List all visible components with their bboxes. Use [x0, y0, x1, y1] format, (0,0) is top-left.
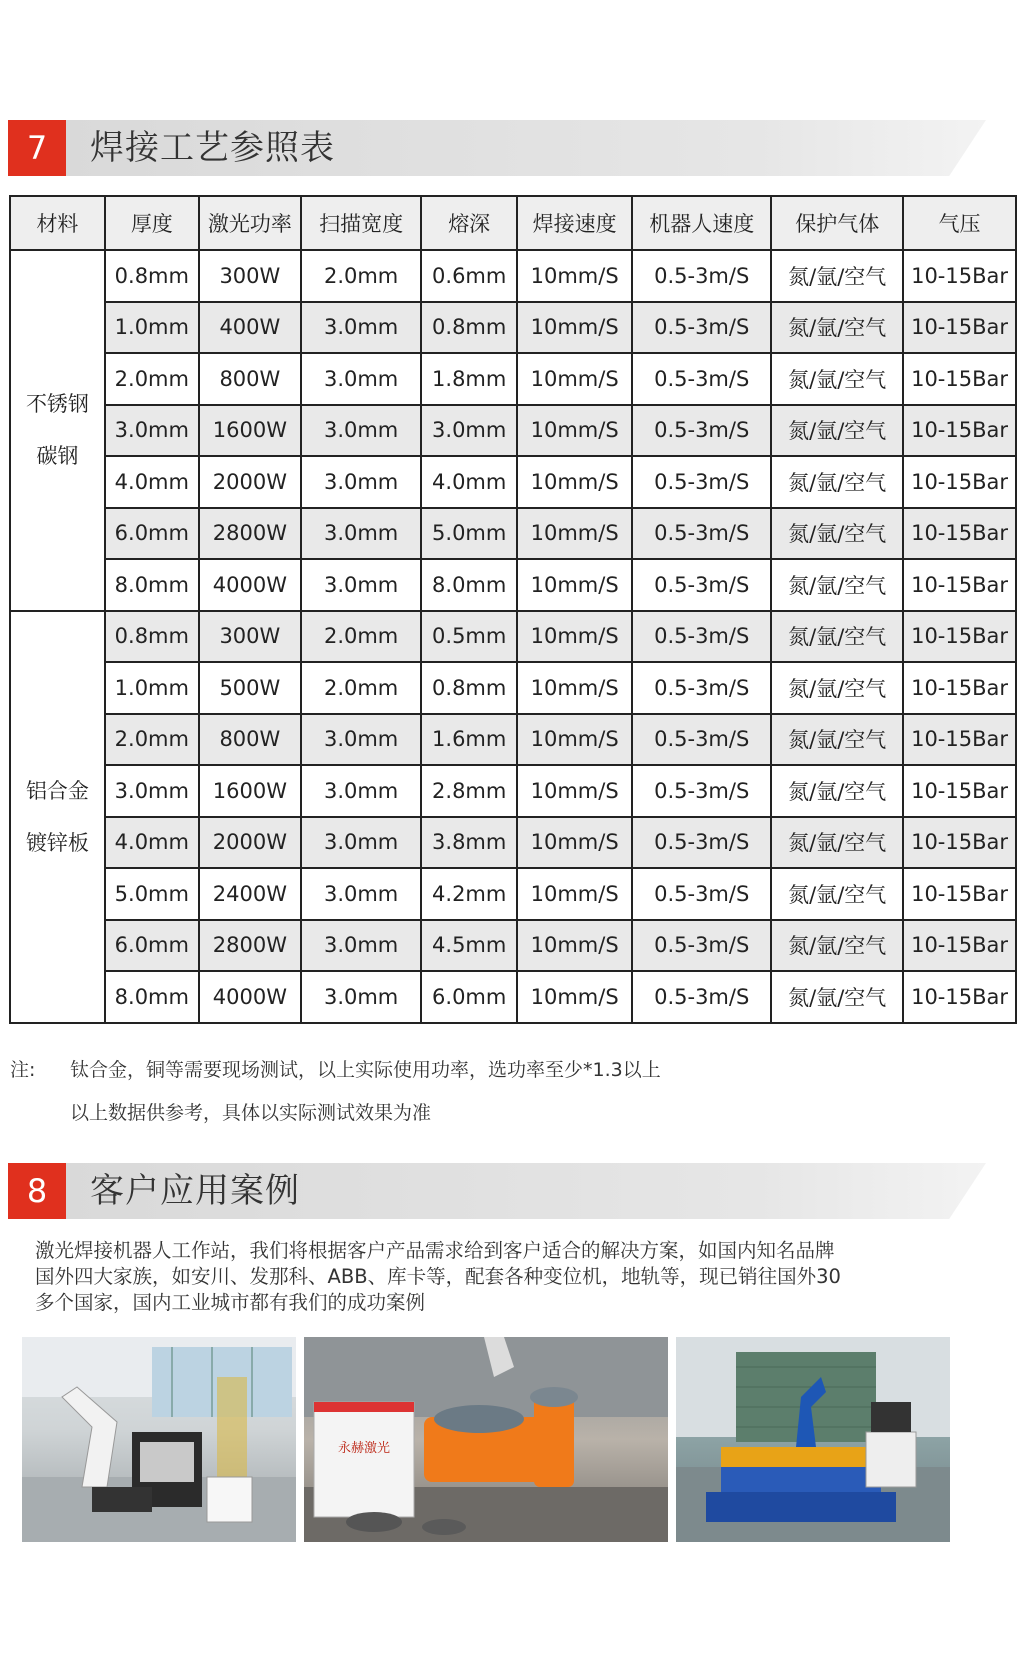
- cell-penetration: 2.8mm: [421, 765, 517, 817]
- section-title: 客户应用案例: [90, 1171, 300, 1211]
- case-photo-positioner: [304, 1337, 668, 1542]
- cell-laser-power: 800W: [199, 353, 301, 405]
- cell-laser-power: 2800W: [199, 508, 301, 560]
- cell-weld-speed: 10mm/S: [517, 765, 632, 817]
- table-header-row: [10, 196, 1016, 250]
- cell-pressure: 10-15Bar: [903, 456, 1016, 508]
- table-row: [10, 662, 1016, 714]
- intro-line-1: 激光焊接机器人工作站，我们将根据客户产品需求给到客户适合的解决方案，如国内知名品牌: [35, 1239, 835, 1262]
- cell-scan-width: 3.0mm: [301, 405, 421, 457]
- cell-laser-power: 300W: [199, 611, 301, 663]
- cell-robot-speed: 0.5-3m/S: [632, 250, 771, 302]
- cell-weld-speed: 10mm/S: [517, 817, 632, 869]
- cell-pressure: 10-15Bar: [903, 405, 1016, 457]
- header-laser-power: 激光功率: [199, 196, 301, 250]
- table-row: [10, 817, 1016, 869]
- cell-penetration: 0.6mm: [421, 250, 517, 302]
- header-shield-gas: 保护气体: [771, 196, 903, 250]
- section-7-header: [8, 120, 988, 176]
- header-pressure: 气压: [903, 196, 1016, 250]
- cell-scan-width: 2.0mm: [301, 250, 421, 302]
- cell-scan-width: 3.0mm: [301, 353, 421, 405]
- cell-thickness: 3.0mm: [105, 405, 199, 457]
- cell-shield-gas: 氮/氩/空气: [771, 765, 903, 817]
- cell-shield-gas: 氮/氩/空气: [771, 353, 903, 405]
- cell-robot-speed: 0.5-3m/S: [632, 662, 771, 714]
- cell-scan-width: 3.0mm: [301, 971, 421, 1023]
- case-intro-paragraph: [35, 1238, 965, 1316]
- table-row: [10, 714, 1016, 766]
- cell-thickness: 0.8mm: [105, 611, 199, 663]
- cell-laser-power: 2400W: [199, 868, 301, 920]
- cell-robot-speed: 0.5-3m/S: [632, 611, 771, 663]
- cell-shield-gas: 氮/氩/空气: [771, 920, 903, 972]
- cell-laser-power: 1600W: [199, 765, 301, 817]
- cell-robot-speed: 0.5-3m/S: [632, 868, 771, 920]
- cell-thickness: 6.0mm: [105, 508, 199, 560]
- cell-pressure: 10-15Bar: [903, 662, 1016, 714]
- section-title: 焊接工艺参照表: [90, 128, 335, 168]
- cell-robot-speed: 0.5-3m/S: [632, 971, 771, 1023]
- header-penetration: 熔深: [421, 196, 517, 250]
- cell-penetration: 1.8mm: [421, 353, 517, 405]
- cell-robot-speed: 0.5-3m/S: [632, 302, 771, 354]
- intro-line-2: 国外四大家族，如安川、发那科、ABB、库卡等，配套各种变位机，地轨等，现已销往国外30: [35, 1265, 841, 1288]
- cell-shield-gas: 氮/氩/空气: [771, 405, 903, 457]
- cell-robot-speed: 0.5-3m/S: [632, 559, 771, 611]
- cell-shield-gas: 氮/氩/空气: [771, 817, 903, 869]
- cell-penetration: 5.0mm: [421, 508, 517, 560]
- cell-pressure: 10-15Bar: [903, 868, 1016, 920]
- cell-laser-power: 300W: [199, 250, 301, 302]
- cell-penetration: 4.5mm: [421, 920, 517, 972]
- cell-pressure: 10-15Bar: [903, 559, 1016, 611]
- table-row: [10, 765, 1016, 817]
- cell-laser-power: 4000W: [199, 971, 301, 1023]
- cell-laser-power: 500W: [199, 662, 301, 714]
- cell-weld-speed: 10mm/S: [517, 508, 632, 560]
- cell-laser-power: 4000W: [199, 559, 301, 611]
- cell-thickness: 1.0mm: [105, 302, 199, 354]
- cell-shield-gas: 氮/氩/空气: [771, 714, 903, 766]
- material-cell: [10, 611, 105, 1023]
- cell-penetration: 3.8mm: [421, 817, 517, 869]
- cell-penetration: 1.6mm: [421, 714, 517, 766]
- cell-penetration: 8.0mm: [421, 559, 517, 611]
- cell-pressure: 10-15Bar: [903, 508, 1016, 560]
- cell-penetration: 6.0mm: [421, 971, 517, 1023]
- table-row: [10, 611, 1016, 663]
- cell-shield-gas: 氮/氩/空气: [771, 611, 903, 663]
- cell-laser-power: 2800W: [199, 920, 301, 972]
- cell-weld-speed: 10mm/S: [517, 559, 632, 611]
- table-row: [10, 456, 1016, 508]
- note-label: 注:: [10, 1059, 36, 1081]
- cell-scan-width: 3.0mm: [301, 868, 421, 920]
- case-photo-rail-workstation: [676, 1337, 950, 1542]
- cell-scan-width: 3.0mm: [301, 714, 421, 766]
- cell-thickness: 5.0mm: [105, 868, 199, 920]
- cell-weld-speed: 10mm/S: [517, 920, 632, 972]
- cell-weld-speed: 10mm/S: [517, 868, 632, 920]
- cell-weld-speed: 10mm/S: [517, 456, 632, 508]
- table-row: [10, 508, 1016, 560]
- cell-penetration: 4.0mm: [421, 456, 517, 508]
- cell-shield-gas: 氮/氩/空气: [771, 456, 903, 508]
- header-thickness: 厚度: [105, 196, 199, 250]
- cell-weld-speed: 10mm/S: [517, 611, 632, 663]
- cell-thickness: 4.0mm: [105, 456, 199, 508]
- cell-pressure: 10-15Bar: [903, 611, 1016, 663]
- welding-process-table: [9, 195, 1017, 1024]
- workstation-illustration: [22, 1337, 296, 1542]
- cell-pressure: 10-15Bar: [903, 353, 1016, 405]
- cell-thickness: 6.0mm: [105, 920, 199, 972]
- cell-pressure: 10-15Bar: [903, 971, 1016, 1023]
- cell-robot-speed: 0.5-3m/S: [632, 714, 771, 766]
- cell-penetration: 0.8mm: [421, 302, 517, 354]
- cell-penetration: 0.5mm: [421, 611, 517, 663]
- cell-thickness: 0.8mm: [105, 250, 199, 302]
- machine-brand-logo: 永赫激光: [337, 1441, 391, 1456]
- cell-scan-width: 3.0mm: [301, 920, 421, 972]
- cell-scan-width: 3.0mm: [301, 765, 421, 817]
- cell-pressure: 10-15Bar: [903, 714, 1016, 766]
- cell-penetration: 4.2mm: [421, 868, 517, 920]
- header-robot-speed: 机器人速度: [632, 196, 771, 250]
- cell-shield-gas: 氮/氩/空气: [771, 302, 903, 354]
- note-line-2: 以上数据供参考，具体以实际测试效果为准: [70, 1102, 432, 1124]
- cell-robot-speed: 0.5-3m/S: [632, 817, 771, 869]
- cell-laser-power: 800W: [199, 714, 301, 766]
- cell-thickness: 2.0mm: [105, 714, 199, 766]
- cell-robot-speed: 0.5-3m/S: [632, 405, 771, 457]
- material-name: 铝合金: [25, 778, 89, 803]
- cell-thickness: 8.0mm: [105, 559, 199, 611]
- rail-workstation-illustration: [676, 1337, 950, 1542]
- cell-scan-width: 3.0mm: [301, 508, 421, 560]
- cell-weld-speed: 10mm/S: [517, 405, 632, 457]
- cell-robot-speed: 0.5-3m/S: [632, 353, 771, 405]
- cell-weld-speed: 10mm/S: [517, 714, 632, 766]
- cell-laser-power: 2000W: [199, 817, 301, 869]
- cell-scan-width: 3.0mm: [301, 559, 421, 611]
- cell-scan-width: 2.0mm: [301, 611, 421, 663]
- cell-weld-speed: 10mm/S: [517, 353, 632, 405]
- table-row: [10, 405, 1016, 457]
- table-row: [10, 302, 1016, 354]
- cell-weld-speed: 10mm/S: [517, 662, 632, 714]
- cell-shield-gas: 氮/氩/空气: [771, 971, 903, 1023]
- cell-weld-speed: 10mm/S: [517, 302, 632, 354]
- cell-shield-gas: 氮/氩/空气: [771, 250, 903, 302]
- positioner-illustration: [304, 1337, 668, 1542]
- table-row: [10, 559, 1016, 611]
- cell-penetration: 0.8mm: [421, 662, 517, 714]
- cell-pressure: 10-15Bar: [903, 817, 1016, 869]
- cell-penetration: 3.0mm: [421, 405, 517, 457]
- cell-pressure: 10-15Bar: [903, 250, 1016, 302]
- cell-robot-speed: 0.5-3m/S: [632, 765, 771, 817]
- note-text-1: 钛合金，铜等需要现场测试，以上实际使用功率，选功率至少*1.3以上: [70, 1059, 661, 1081]
- cell-robot-speed: 0.5-3m/S: [632, 456, 771, 508]
- section-number: 8: [8, 1163, 66, 1219]
- cell-thickness: 8.0mm: [105, 971, 199, 1023]
- material-cell: [10, 250, 105, 611]
- cell-thickness: 1.0mm: [105, 662, 199, 714]
- cell-thickness: 3.0mm: [105, 765, 199, 817]
- cell-thickness: 4.0mm: [105, 817, 199, 869]
- cell-robot-speed: 0.5-3m/S: [632, 508, 771, 560]
- cell-laser-power: 1600W: [199, 405, 301, 457]
- cell-pressure: 10-15Bar: [903, 920, 1016, 972]
- case-photo-workstation: [22, 1337, 296, 1542]
- header-weld-speed: 焊接速度: [517, 196, 632, 250]
- table-row: [10, 868, 1016, 920]
- cell-weld-speed: 10mm/S: [517, 971, 632, 1023]
- cell-scan-width: 3.0mm: [301, 302, 421, 354]
- cell-thickness: 2.0mm: [105, 353, 199, 405]
- cell-pressure: 10-15Bar: [903, 765, 1016, 817]
- cell-robot-speed: 0.5-3m/S: [632, 920, 771, 972]
- table-row: [10, 920, 1016, 972]
- cell-scan-width: 2.0mm: [301, 662, 421, 714]
- table-row: [10, 971, 1016, 1023]
- cell-pressure: 10-15Bar: [903, 302, 1016, 354]
- intro-line-3: 多个国家，国内工业城市都有我们的成功案例: [35, 1291, 426, 1314]
- cell-scan-width: 3.0mm: [301, 456, 421, 508]
- cell-shield-gas: 氮/氩/空气: [771, 662, 903, 714]
- material-name: 碳钢: [36, 444, 79, 469]
- table-row: [10, 250, 1016, 302]
- table-row: [10, 353, 1016, 405]
- cell-shield-gas: 氮/氩/空气: [771, 559, 903, 611]
- cell-scan-width: 3.0mm: [301, 817, 421, 869]
- section-8-header: [8, 1163, 988, 1219]
- cell-weld-speed: 10mm/S: [517, 250, 632, 302]
- note-line-1: [10, 1055, 661, 1082]
- material-name: 镀锌板: [25, 830, 89, 855]
- header-scan-width: 扫描宽度: [301, 196, 421, 250]
- cell-laser-power: 2000W: [199, 456, 301, 508]
- material-name: 不锈钢: [25, 392, 89, 417]
- cell-laser-power: 400W: [199, 302, 301, 354]
- cell-shield-gas: 氮/氩/空气: [771, 868, 903, 920]
- section-number: 7: [8, 120, 66, 176]
- cell-shield-gas: 氮/氩/空气: [771, 508, 903, 560]
- header-material: 材料: [10, 196, 105, 250]
